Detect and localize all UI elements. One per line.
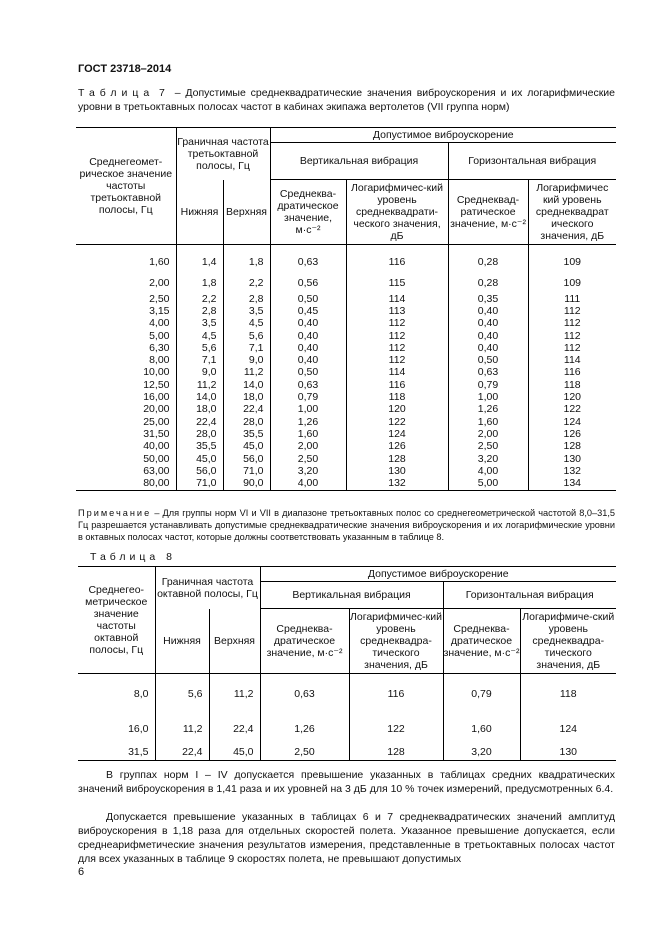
table7-cell-rms-vertical: 0,50 [270,293,346,305]
table7-cell-rms-vertical: 0,40 [270,342,346,354]
table7-row [76,379,616,391]
table7-header-rms-vertical: Среднеква-дратическое значение, м·с⁻² [270,180,346,245]
table7-cell-log-horizontal: 128 [563,440,582,453]
table7-cell-lower: 35,5 [176,441,223,453]
table7-cell-rms-horizontal: 0,40 [448,330,528,342]
table7-cell-freq: 6,30 [76,342,176,354]
table7-cell-rms-horizontal: 5,00 [448,477,528,490]
table7-header-freq: Среднегеомет-рическое значение частоты третьоктавной полосы, Гц [76,128,176,245]
table7-row [76,428,616,440]
table7-cell-upper: 35,5 [223,428,270,440]
table7-cell-rms-vertical: 0,63 [270,251,346,273]
table7-cell-freq: 40,00 [76,441,176,453]
paragraph-1: В группах норм I – IV допускается превышение указанных в таблицах средних квадратических значений виброускорения в 1,41 раза и их уровней на 3 дБ для 10 % точек измерений, предусмотренных 6.4. [78,769,615,795]
table8-cell-rms-vertical: 1,26 [260,714,349,744]
table7-cell-log-horizontal: 109 [563,276,582,289]
table7-cell-lower: 28,0 [176,428,223,440]
table7-cell-lower: 9,0 [176,367,223,379]
table7-cell-log-vertical: 122 [346,416,448,428]
table7-cell-log-horizontal: 109 [563,255,582,268]
table7-row [76,318,616,330]
table7-header-allowed: Допустимое виброускорение [270,128,616,143]
table7-row [76,391,616,403]
table7-cell-log-vertical: 116 [346,379,448,391]
table7-cell-upper: 18,0 [223,391,270,403]
table7-row [76,404,616,416]
table7-cell-log-horizontal: 126 [563,427,582,440]
table8-row [78,744,616,761]
table8-header-freq: Среднегео-метрическое значение частоты октавной полосы, Гц [78,567,155,674]
table7-cell-freq: 10,00 [76,367,176,379]
table7-row [76,441,616,453]
table7-cell-freq: 63,00 [76,465,176,477]
table7-cell-log-vertical: 126 [346,441,448,453]
table7-cell-rms-horizontal: 1,00 [448,391,528,403]
table8-header-vertical: Вертикальная вибрация [260,582,443,609]
table8-header-lower: Нижняя [155,609,209,674]
table7-cell-rms-horizontal: 0,50 [448,354,528,366]
table7-cell-rms-vertical: 0,56 [270,273,346,293]
table7-cell-rms-vertical: 0,79 [270,391,346,403]
table7-row [76,342,616,354]
table8-cell-lower: 5,6 [155,673,209,714]
table7-row [76,465,616,477]
table7-cell-rms-horizontal: 0,79 [448,379,528,391]
table7-cell-lower: 71,0 [176,477,223,490]
table7-cell-log-vertical: 132 [346,477,448,490]
table8-header-allowed: Допустимое виброускорение [260,567,616,582]
table7-cell-lower: 2,8 [176,305,223,317]
table7-cell-rms-vertical: 4,00 [270,477,346,490]
table8-cell-log-vertical: 122 [349,714,443,744]
table7-cell-lower: 56,0 [176,465,223,477]
table8 [78,566,616,761]
table7-cell-upper: 45,0 [223,441,270,453]
table7-cell-rms-vertical: 0,40 [270,318,346,330]
table7-cell-log-horizontal: 111 [564,292,581,305]
table7-cell-rms-vertical: 2,50 [270,453,346,465]
table7-cell-rms-horizontal: 2,50 [448,441,528,453]
table8-cell-log-horizontal: 130 [520,744,616,761]
table7-cell-log-vertical: 124 [346,428,448,440]
table7-row [76,354,616,366]
standard-header: ГОСТ 23718–2014 [78,63,172,75]
table7-cell-log-vertical: 112 [346,354,448,366]
table7-cell-log-vertical: 115 [346,273,448,293]
table7-caption-word: Таблица [78,87,155,99]
table7-cell-lower: 22,4 [176,416,223,428]
table7-cell-upper: 9,0 [223,354,270,366]
table7-cell-log-horizontal: 112 [563,304,581,317]
table8-body [78,673,616,760]
table7-cell-upper: 2,8 [223,293,270,305]
table7-cell-upper: 5,6 [223,330,270,342]
table8-cell-rms-horizontal: 3,20 [443,744,520,761]
table7-cell-freq: 12,50 [76,379,176,391]
table7-header-lower: Нижняя [176,180,223,245]
table8-cell-lower: 11,2 [155,714,209,744]
table7-cell-lower: 1,8 [176,273,223,293]
table7-row [76,273,616,293]
table7-cell-rms-vertical: 3,20 [270,465,346,477]
table8-cell-log-vertical: 128 [349,744,443,761]
table7-cell-rms-horizontal: 0,35 [448,293,528,305]
table7-cell-log-vertical: 112 [346,330,448,342]
table7-cell-log-horizontal: 116 [563,366,581,379]
table7-cell-upper: 3,5 [223,305,270,317]
table7-row [76,330,616,342]
table7-cell-rms-horizontal: 1,60 [448,416,528,428]
table7-cell-rms-horizontal: 0,28 [448,251,528,273]
table7-cell-log-vertical: 130 [346,465,448,477]
table7-cell-rms-horizontal: 4,00 [448,465,528,477]
table7-cell-freq: 3,15 [76,305,176,317]
table7-row [76,477,616,490]
note-text: – Для группы норм VI и VII в диапазоне третьоктавных полос со среднегеометрической частотой 8,0–31,5 Гц разрешается устанавливать допустимые среднеквадратические значения виброускорения и их логарифмические уровни в октавных полосах частот, которые должны соответствовать указанным в таблице 8. [78,508,615,542]
table7-cell-upper: 7,1 [223,342,270,354]
table7-row [76,305,616,317]
table7-caption-text: – Допустимые среднеквадратические значения виброускорения и их логарифмические уровни в третьоктавных полосах частот в кабинах экипажа вертолетов (VII группа норм) [78,87,616,113]
table7-cell-log-horizontal: 112 [563,329,581,342]
table8-row [78,714,616,744]
table7-cell-lower: 45,0 [176,453,223,465]
table7-cell-log-horizontal: 122 [563,403,582,416]
table7-header-horizontal: Горизонтальная вибрация [448,143,616,180]
table7-cell-lower: 3,5 [176,318,223,330]
table7-cell-freq: 2,00 [76,273,176,293]
table7-cell-upper: 71,0 [223,465,270,477]
table8-header-log-vertical: Логарифмичес-кий уровень среднеквадра-тического значения, дБ [349,609,443,674]
table8-header-rms-vertical: Среднеква-дратическое значение, м·с⁻² [260,609,349,674]
table7-cell-lower: 18,0 [176,404,223,416]
table7-header-limit: Граничная частота третьоктавной полосы, Гц [176,128,270,180]
table7-cell-log-vertical: 128 [346,453,448,465]
table7-cell-freq: 50,00 [76,453,176,465]
table7-cell-upper: 90,0 [223,477,270,490]
table7-cell-upper: 56,0 [223,453,270,465]
table8-cell-log-horizontal: 118 [559,687,577,700]
table7-cell-upper: 2,2 [223,273,270,293]
table8-cell-freq: 31,5 [78,744,155,761]
table7-row [76,453,616,465]
table8-cell-log-vertical: 116 [349,673,443,714]
paragraph-2: Допускается превышение указанных в таблицах 6 и 7 среднеквадратических значений амплитуд виброускорения в 1,18 раза для отдельных скоростей полета. Указанное превышение допускается, если среднеарифметические значения результатов измерения, представленные в третьоктавных полосах частот для всех указанных в таблице 9 скоростях полета, не превышают допустимых [78,811,615,865]
table7-cell-freq: 5,00 [76,330,176,342]
table7-row [76,367,616,379]
table8-cell-upper: 22,4 [209,714,260,744]
table7-cell-log-vertical: 114 [346,367,448,379]
table7-cell-lower: 2,2 [176,293,223,305]
table7-cell-log-horizontal: 118 [563,378,581,391]
table7-cell-log-vertical: 112 [346,342,448,354]
table7-cell-rms-vertical: 0,40 [270,354,346,366]
table7-cell-lower: 11,2 [176,379,223,391]
table7-cell-upper: 4,5 [223,318,270,330]
table7-header-upper: Верхняя [223,180,270,245]
table7-cell-rms-vertical: 0,45 [270,305,346,317]
table7-cell-log-vertical: 113 [346,305,448,317]
table7-cell-log-horizontal: 112 [563,341,581,354]
table7-cell-rms-vertical: 1,60 [270,428,346,440]
table7-cell-rms-vertical: 1,00 [270,404,346,416]
table8-cell-log-horizontal: 124 [559,722,578,735]
table8-header-rms-horizontal: Среднеква-дратическое значение, м·с⁻² [443,609,520,674]
table7-header-log-horizontal: Логарифмичес кий уровень среднеквадрат ического значения, дБ [528,180,616,245]
table7-cell-rms-horizontal: 0,40 [448,305,528,317]
table7-cell-rms-horizontal: 3,20 [448,453,528,465]
table7-cell-freq: 4,00 [76,318,176,330]
table7-row [76,293,616,305]
table7-cell-lower: 14,0 [176,391,223,403]
table8-row [78,673,616,714]
table7-cell-upper: 28,0 [223,416,270,428]
table7-cell-freq: 16,00 [76,391,176,403]
table8-cell-freq: 8,0 [78,673,155,714]
table7-cell-rms-horizontal: 0,40 [448,342,528,354]
table7-cell-lower: 1,4 [176,251,223,273]
table7-header-vertical: Вертикальная вибрация [270,143,448,180]
table7-cell-log-horizontal: 120 [563,391,582,404]
table8-cell-lower: 22,4 [155,744,209,761]
table7-cell-lower: 4,5 [176,330,223,342]
table7-cell-log-horizontal: 124 [563,415,582,428]
table7-header-rms-horizontal: Среднеквад-ратическое значение, м·с⁻² [448,180,528,245]
table8-cell-rms-vertical: 2,50 [260,744,349,761]
table7-cell-freq: 1,60 [76,251,176,273]
table7-cell-rms-horizontal: 0,40 [448,318,528,330]
table7-cell-rms-vertical: 1,26 [270,416,346,428]
table7-cell-freq: 8,00 [76,354,176,366]
table7-cell-log-horizontal: 134 [528,477,616,490]
table7-cell-log-horizontal: 130 [563,452,582,465]
table8-cell-upper: 11,2 [209,673,260,714]
table7-cell-log-vertical: 118 [346,391,448,403]
table8-cell-rms-vertical: 0,63 [260,673,349,714]
table7-cell-upper: 1,8 [223,251,270,273]
table8-header-log-horizontal: Логарифмиче-ский уровень среднеквадра-тического значения, дБ [520,609,616,674]
table7-header-log-vertical: Логарифмичес-кий уровень среднеквадрати-ческого значения, дБ [346,180,448,245]
table7-cell-log-horizontal: 112 [563,317,581,330]
table8-header-upper: Верхняя [209,609,260,674]
table8-cell-freq: 16,0 [78,714,155,744]
table7-cell-lower: 7,1 [176,354,223,366]
table7-cell-freq: 80,00 [76,477,176,490]
table7-body [76,245,616,491]
table8-cell-rms-horizontal: 0,79 [443,673,520,714]
table7-cell-freq: 20,00 [76,404,176,416]
table7-cell-log-vertical: 116 [346,251,448,273]
table7-cell-log-horizontal: 114 [563,354,581,367]
table7-cell-rms-vertical: 0,50 [270,367,346,379]
table7-note [78,507,615,543]
table7-cell-rms-vertical: 0,40 [270,330,346,342]
table7-cell-freq: 2,50 [76,293,176,305]
page-number: 6 [78,866,85,878]
table8-header-limit: Граничная частота октавной полосы, Гц [155,567,260,609]
table7-cell-log-vertical: 120 [346,404,448,416]
table7-cell-log-vertical: 112 [346,318,448,330]
table7-cell-log-vertical: 114 [346,293,448,305]
table7-row [76,251,616,273]
table7-caption [78,86,615,114]
table8-cell-rms-horizontal: 1,60 [443,714,520,744]
table7-cell-rms-horizontal: 0,28 [448,273,528,293]
table7-cell-upper: 11,2 [223,367,270,379]
table8-cell-upper: 45,0 [209,744,260,761]
table7-cell-freq: 25,00 [76,416,176,428]
table7-cell-rms-vertical: 2,00 [270,441,346,453]
table7-cell-upper: 22,4 [223,404,270,416]
table7-cell-log-horizontal: 132 [563,464,582,477]
table7-cell-rms-horizontal: 0,63 [448,367,528,379]
table7-cell-lower: 5,6 [176,342,223,354]
table7-row [76,416,616,428]
table7-caption-num: 7 [159,87,170,99]
note-label: Примечание [78,508,152,518]
table8-header-horizontal: Горизонтальная вибрация [443,582,616,609]
table7-cell-upper: 14,0 [223,379,270,391]
table7-cell-rms-horizontal: 1,26 [448,404,528,416]
table7-cell-rms-horizontal: 2,00 [448,428,528,440]
table7-cell-freq: 31,50 [76,428,176,440]
table8-caption: Таблица 8 [90,551,176,563]
table7 [76,127,616,491]
table7-cell-rms-vertical: 0,63 [270,379,346,391]
